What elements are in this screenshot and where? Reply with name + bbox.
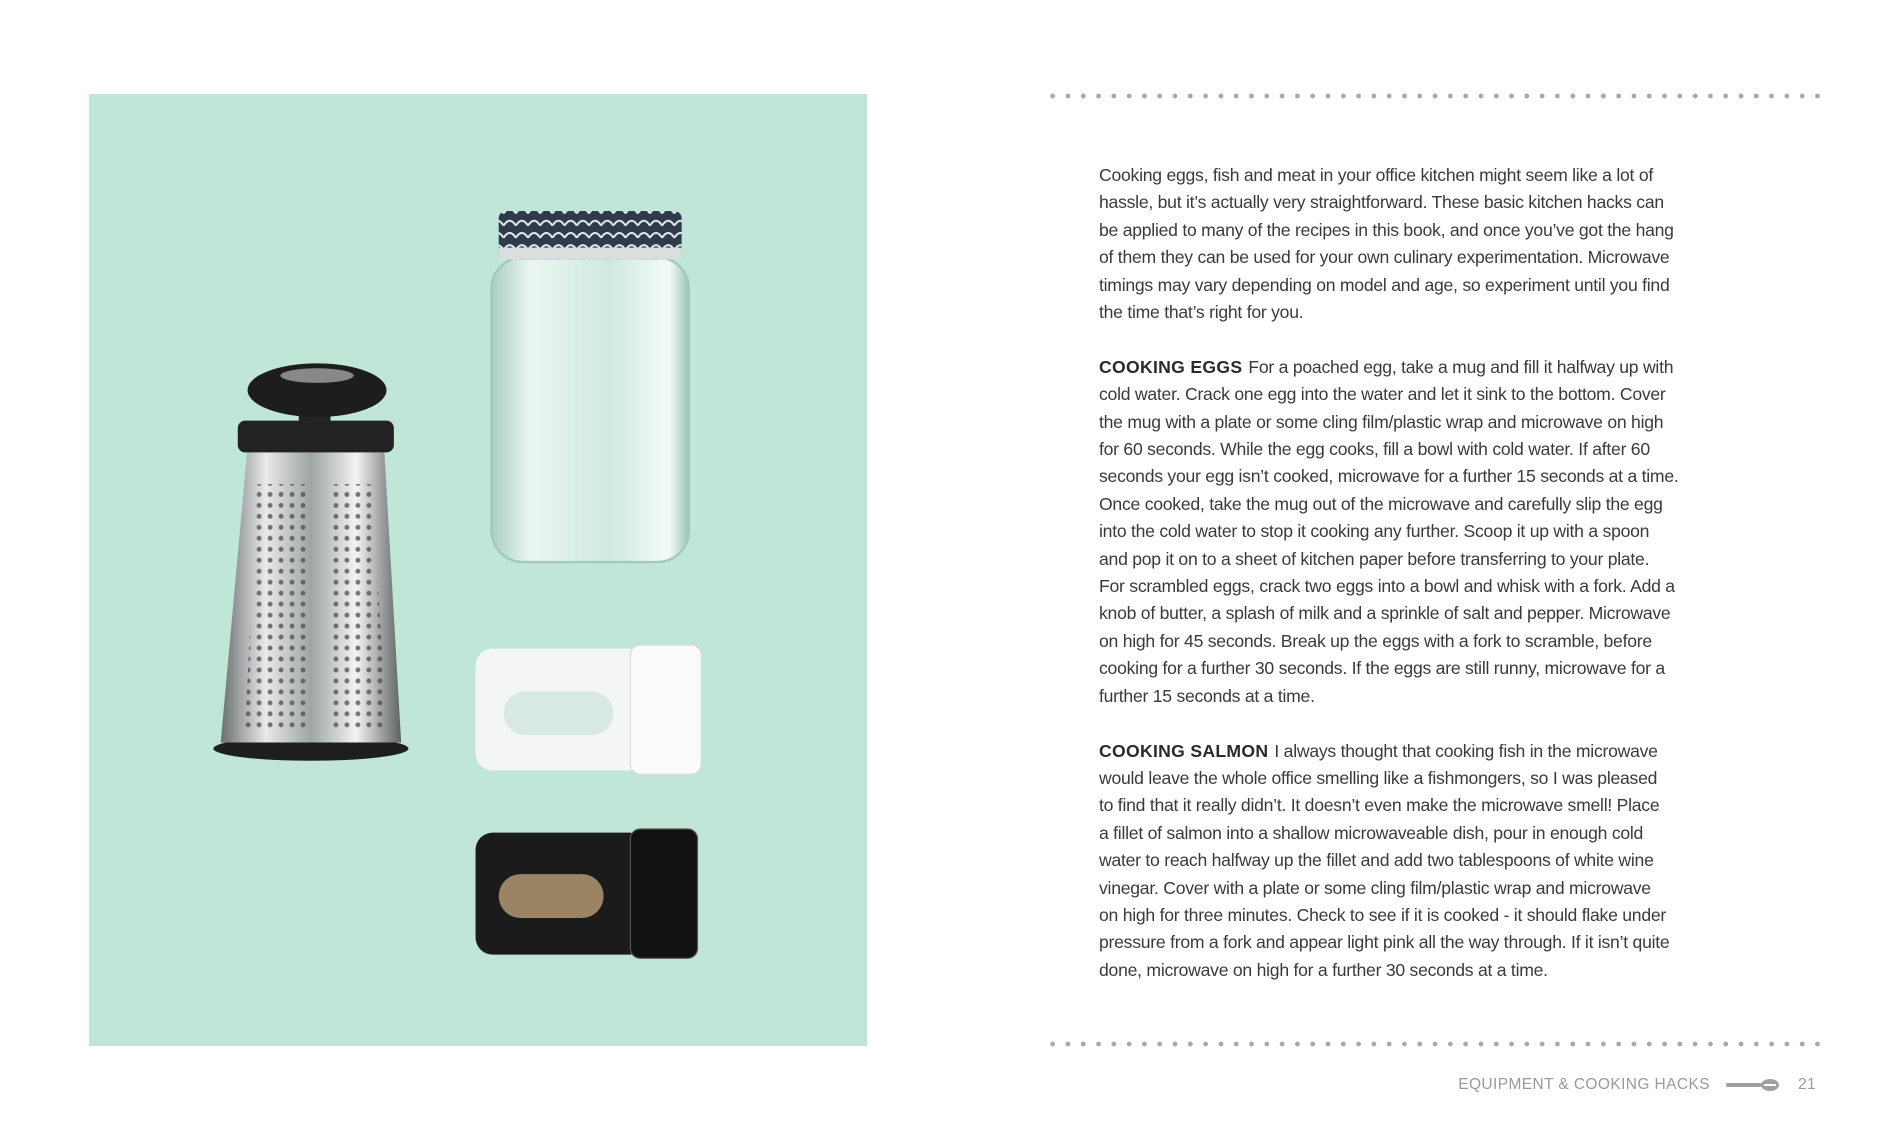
text-line: a fillet of salmon into a shallow microwaveable dish, pour in enough cold <box>1099 822 1644 843</box>
article-body <box>1099 162 1799 1012</box>
text-line: further 15 seconds at a time. <box>1099 685 1315 706</box>
intro-paragraph <box>1099 162 1799 326</box>
text-line: cold water. Crack one egg into the water and let it sink to the bottom. Cover <box>1099 384 1666 405</box>
text-line: pressure from a fork and appear light pink all the way through. If it isn’t quite <box>1099 932 1670 953</box>
text-line: to find that it really didn’t. It doesn’t even make the microwave smell! Place <box>1099 795 1660 816</box>
text-line: water to reach halfway up the fillet and add two tablespoons of white wine <box>1099 850 1654 871</box>
text-line <box>1099 354 1799 381</box>
text-line: seconds your egg isn’t cooked, microwave for a further 15 seconds at a time. <box>1099 466 1679 487</box>
text-line: the time that’s right for you. <box>1099 302 1304 323</box>
salmon-heading: COOKING SALMON <box>1099 740 1269 761</box>
bottom-dotted-divider <box>1045 1041 1825 1047</box>
text-line: into the cold water to stop it cooking any further. Scoop it up with a spoon <box>1099 521 1650 542</box>
text-line: of them they can be used for your own culinary experimentation. Microwave <box>1099 247 1670 268</box>
text-line: and pop it on to a sheet of kitchen paper before transferring to your plate. <box>1099 548 1650 569</box>
text-line: done, microwave on high for a further 30 seconds at a time. <box>1099 959 1548 980</box>
text-line: for 60 seconds. While the egg cooks, fill a bowl with cold water. If after 60 <box>1099 439 1650 460</box>
text-run: I always thought that cooking fish in the microwave <box>1274 740 1658 761</box>
salmon-paragraph <box>1099 738 1799 985</box>
kitchen-equipment-photo <box>89 94 867 1046</box>
text-line: on high for 45 seconds. Break up the eggs with a fork to scramble, before <box>1099 630 1652 651</box>
eggs-heading: COOKING EGGS <box>1099 356 1243 377</box>
top-dotted-divider <box>1045 93 1825 99</box>
text-line: hassle, but it’s actually very straightforward. These basic kitchen hacks can <box>1099 192 1664 213</box>
text-line: timings may vary depending on model and age, so experiment until you find <box>1099 274 1670 295</box>
text-line: be applied to many of the recipes in this book, and once you’ve got the hang <box>1099 219 1674 240</box>
text-line: vinegar. Cover with a plate or some cling film/plastic wrap and microwave <box>1099 877 1651 898</box>
eggs-paragraph <box>1099 354 1799 710</box>
white-shaker <box>476 645 702 774</box>
text-line: cooking for a further 30 seconds. If the eggs are still runny, microwave for a <box>1099 658 1665 679</box>
text-line: would leave the whole office smelling like a fishmongers, so I was pleased <box>1099 767 1658 788</box>
page-footer <box>1458 1076 1816 1094</box>
text-line <box>1099 738 1799 765</box>
text-line: the mug with a plate or some cling film/plastic wrap and microwave on high <box>1099 411 1664 432</box>
text-line: knob of butter, a splash of milk and a sprinkle of salt and pepper. Microwave <box>1099 603 1671 624</box>
grater <box>213 363 408 760</box>
spoon-icon <box>1726 1078 1780 1092</box>
text-line: on high for three minutes. Check to see if it is cooked - it should flake under <box>1099 904 1667 925</box>
glass-jar <box>491 211 689 562</box>
page-number: 21 <box>1797 1076 1816 1093</box>
text-line: For scrambled eggs, crack two eggs into a bowl and whisk with a fork. Add a <box>1099 576 1675 597</box>
text-run: For a poached egg, take a mug and fill it halfway up with <box>1248 356 1674 377</box>
text-line: Cooking eggs, fish and meat in your office kitchen might seem like a lot of <box>1099 165 1654 185</box>
black-shaker <box>476 829 698 958</box>
text-line: Once cooked, take the mug out of the microwave and carefully slip the egg <box>1099 493 1663 514</box>
section-title: EQUIPMENT & COOKING HACKS <box>1458 1076 1710 1093</box>
